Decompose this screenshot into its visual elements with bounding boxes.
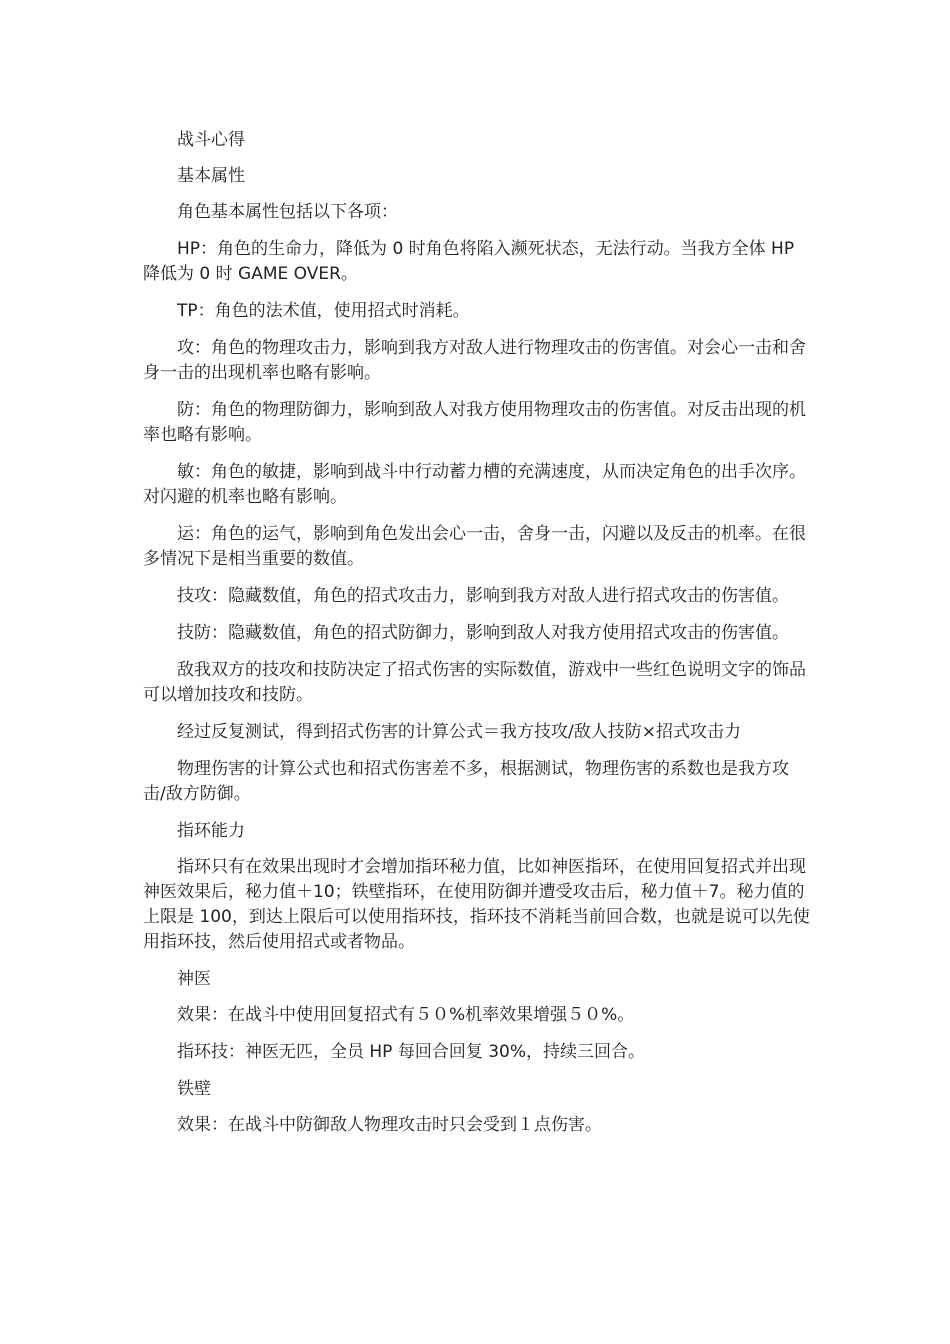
paragraph-skill-defense: 技防：隐藏数值，角色的招式防御力，影响到敌人对我方使用招式攻击的伤害值。 xyxy=(177,623,789,643)
paragraph-skill-damage-formula: 经过反复测试，得到招式伤害的计算公式＝我方技攻/敌人技防×招式攻击力 xyxy=(177,722,741,742)
paragraph-attack: 攻：角色的物理攻击力，影响到我方对敌人进行物理攻击的伤害值。对会心一击和舍身一击的出现机率也略有影响。 xyxy=(143,338,806,383)
paragraph-defense: 防：角色的物理防御力，影响到敌人对我方使用物理攻击的伤害值。对反击出现的机率也略有影响。 xyxy=(143,400,806,445)
paragraph-attributes-intro: 角色基本属性包括以下各项： xyxy=(177,202,398,222)
document-title: 战斗心得 xyxy=(177,130,245,150)
section-heading-ring-abilities: 指环能力 xyxy=(177,821,245,841)
paragraph-iron-wall-effect: 效果：在战斗中防御敌人物理攻击时只会受到１点伤害。 xyxy=(177,1115,602,1135)
paragraph-hp: HP：角色的生命力，降低为 0 时角色将陷入濒死状态，无法行动。当我方全体 HP 降低为 0 时 GAME OVER。 xyxy=(143,239,795,284)
paragraph-skill-attack: 技攻：隐藏数值，角色的招式攻击力，影响到我方对敌人进行招式攻击的伤害值。 xyxy=(177,586,789,606)
paragraph-skill-damage-note: 敌我双方的技攻和技防决定了招式伤害的实际数值，游戏中一些红色说明文字的饰品可以增加技攻和技防。 xyxy=(143,660,806,705)
paragraph-agility: 敏：角色的敏捷，影响到战斗中行动蓄力槽的充满速度，从而决定角色的出手次序。对闪避的机率也略有影响。 xyxy=(143,462,806,507)
paragraph-ring-power: 指环只有在效果出现时才会增加指环秘力值，比如神医指环，在使用回复招式并出现神医效果后，秘力值＋10；铁壁指环，在使用防御并遭受攻击后，秘力值＋7。秘力值的上限是 100，到达上限后可以使用指环技，指环技不消耗当前回合数，也就是说可以先使用指环技，然后使用招式或者物品。 xyxy=(143,857,810,952)
paragraph-divine-doctor-ring-skill: 指环技：神医无匹，全员 HP 每回合回复 30%，持续三回合。 xyxy=(177,1042,646,1062)
paragraph-luck: 运：角色的运气，影响到角色发出会心一击，舍身一击，闪避以及反击的机率。在很多情况下是相当重要的数值。 xyxy=(143,524,806,569)
paragraph-tp: TP：角色的法术值，使用招式时消耗。 xyxy=(177,301,470,321)
subheading-divine-doctor: 神医 xyxy=(177,969,211,989)
paragraph-divine-doctor-effect: 效果：在战斗中使用回复招式有５０%机率效果增强５０%。 xyxy=(177,1005,635,1025)
section-heading-basic-attributes: 基本属性 xyxy=(177,166,245,186)
paragraph-physical-damage-formula: 物理伤害的计算公式也和招式伤害差不多，根据测试，物理伤害的系数也是我方攻击/敌方防御。 xyxy=(143,759,789,804)
document-page xyxy=(143,128,811,1150)
subheading-iron-wall: 铁壁 xyxy=(177,1079,211,1099)
